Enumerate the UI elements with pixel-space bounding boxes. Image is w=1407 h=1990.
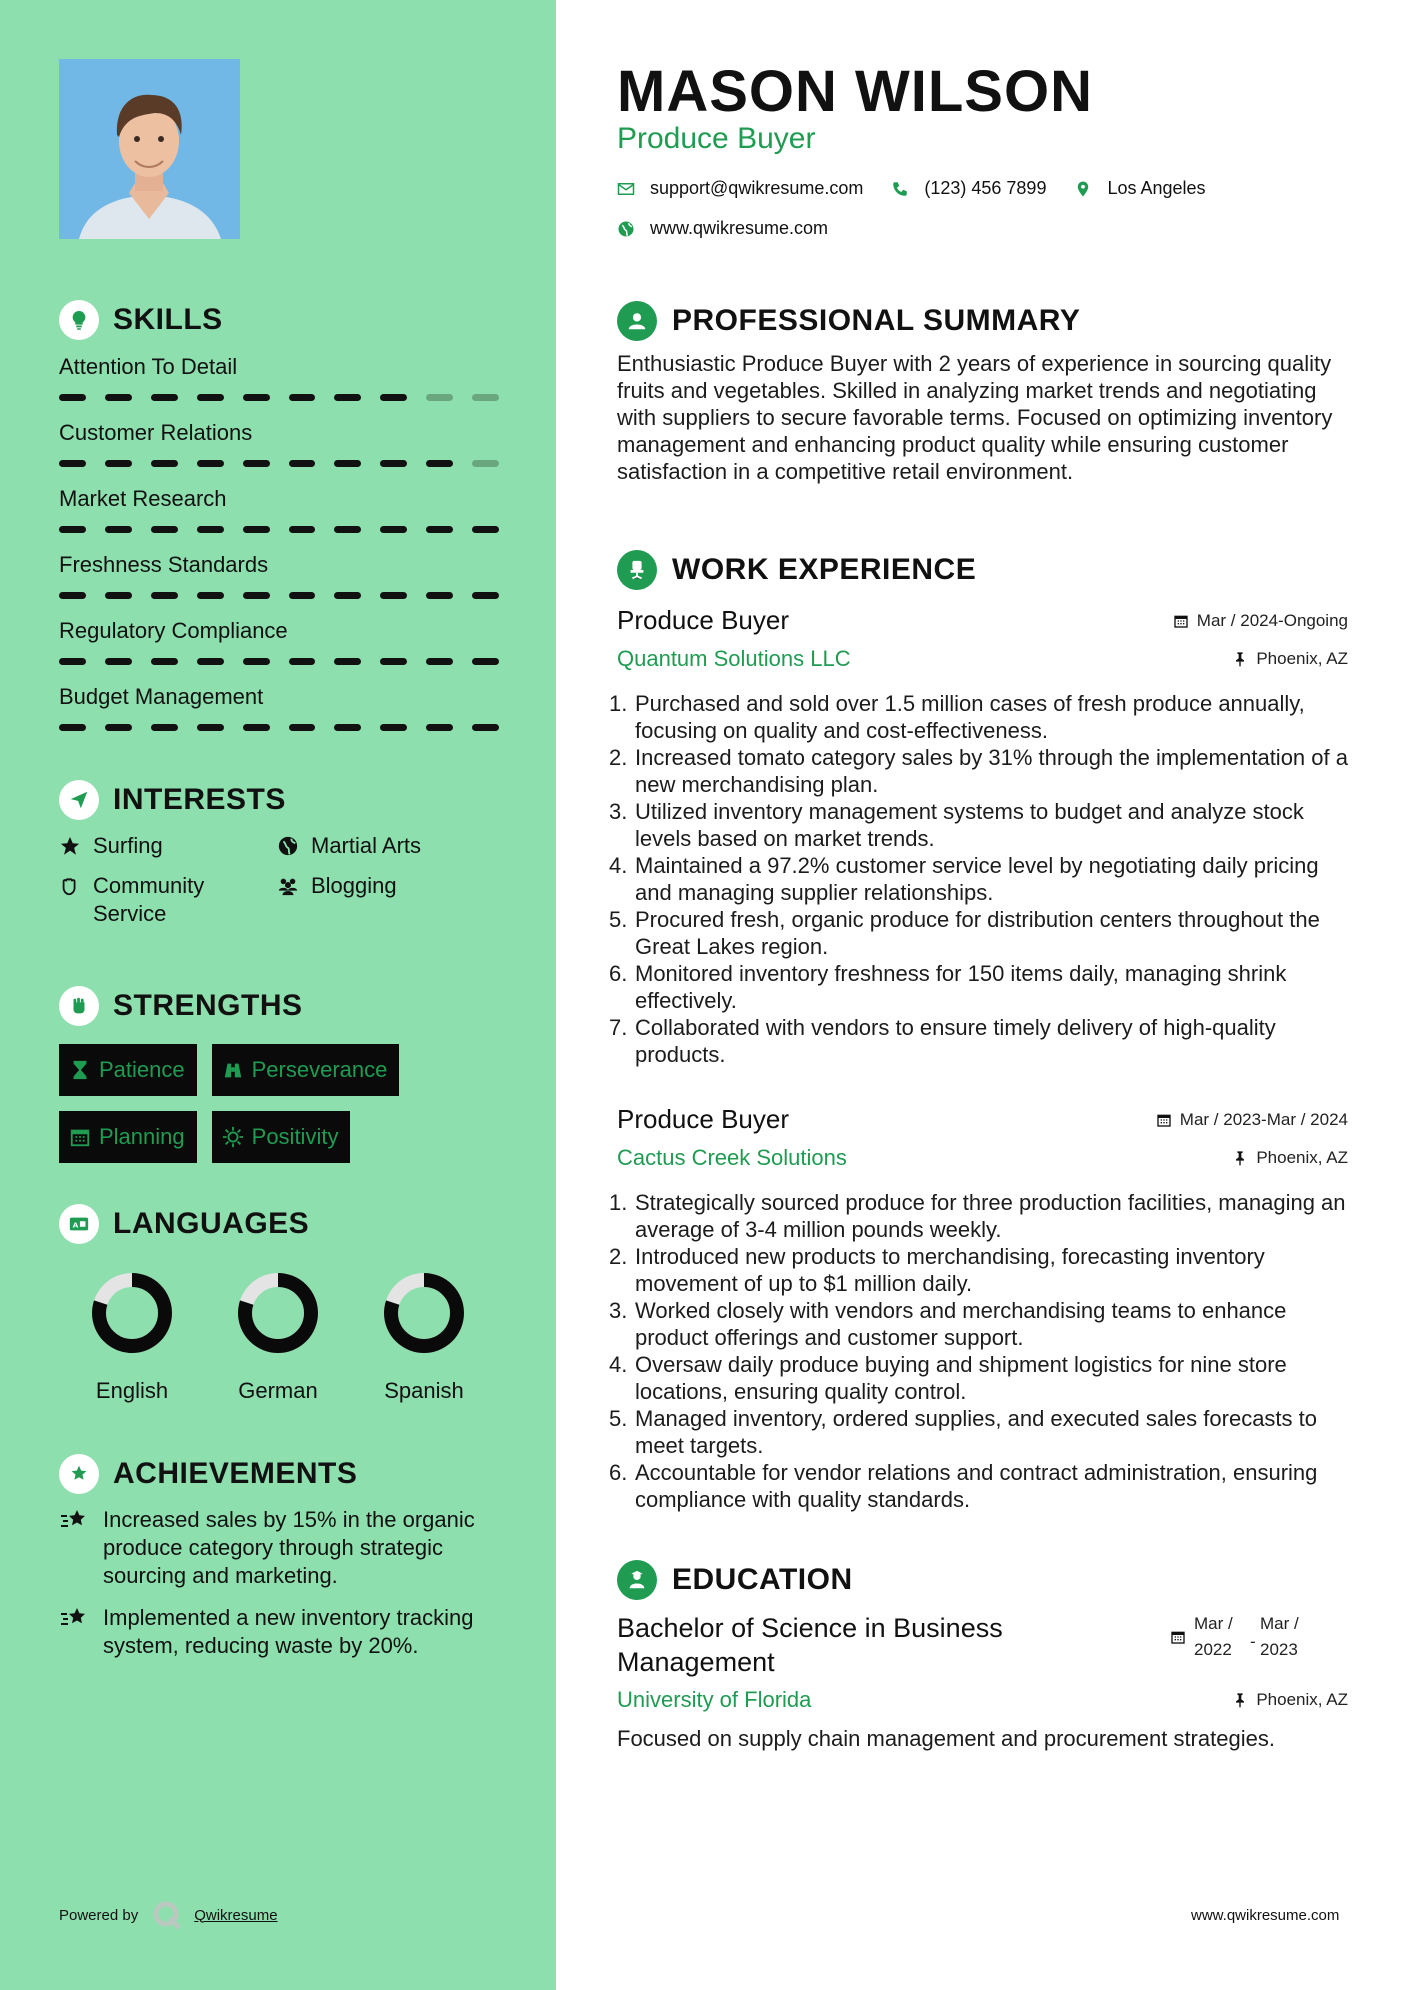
skill-level-dash — [59, 394, 86, 401]
skill-name: Regulatory Compliance — [59, 618, 288, 643]
skill-item — [59, 544, 499, 610]
interest-item — [59, 832, 277, 860]
skill-level-dash — [59, 460, 86, 467]
qwikresume-logo-icon — [152, 1900, 182, 1930]
skill-level-bar — [59, 592, 499, 599]
skill-level-dash — [472, 460, 499, 467]
strength-label: Perseverance — [251, 1057, 388, 1082]
job-bullet: 3. Worked closely with vendors and merchandising teams to enhance product offerings and customer support. — [609, 1298, 1287, 1350]
skill-level-dash — [334, 592, 361, 599]
school-name: University of Florida — [617, 1687, 812, 1712]
sun-icon — [222, 1126, 244, 1148]
job-title: Produce Buyer — [617, 605, 789, 635]
paper-plane-icon — [59, 780, 99, 820]
skill-level-dash — [59, 724, 86, 731]
summary-heading — [617, 300, 1348, 342]
skill-level-dash — [243, 460, 270, 467]
skills-heading — [59, 300, 499, 340]
globe-icon — [277, 832, 303, 860]
degree-title: Bachelor of Science in Business Management — [617, 1613, 1003, 1677]
lightbulb-icon — [59, 300, 99, 340]
skill-level-bar — [59, 724, 499, 731]
language-item — [205, 1270, 351, 1404]
interest-label: Community Service — [93, 873, 205, 926]
skill-level-dash — [380, 592, 407, 599]
profile-photo — [59, 59, 240, 239]
skill-level-dash — [105, 592, 132, 599]
skill-level-dash — [197, 658, 224, 665]
language-name: German — [238, 1378, 318, 1403]
language-item — [351, 1270, 497, 1404]
skill-level-dash — [380, 394, 407, 401]
skill-level-dash — [472, 724, 499, 731]
skill-level-dash — [59, 592, 86, 599]
interest-item — [59, 872, 277, 928]
pushpin-icon — [1232, 1692, 1248, 1708]
job-bullet: 2. Introduced new products to merchandising, forecasting inventory movement of up to $1 million daily. — [609, 1244, 1265, 1296]
skill-name: Budget Management — [59, 684, 264, 709]
skills-title: SKILLS — [113, 303, 223, 336]
skill-item — [59, 346, 499, 412]
skill-level-dash — [105, 394, 132, 401]
shooting-star-icon — [59, 1604, 93, 1660]
skill-level-dash — [334, 658, 361, 665]
skill-level-bar — [59, 460, 499, 467]
skill-level-dash — [334, 724, 361, 731]
achievement-item — [59, 1506, 499, 1590]
contact-website[interactable]: www.qwikresume.com — [650, 218, 829, 238]
skill-level-dash — [243, 526, 270, 533]
calendar-icon — [1170, 1629, 1186, 1645]
experience-title: WORK EXPERIENCE — [672, 553, 977, 586]
strength-tag — [59, 1044, 197, 1096]
skill-level-dash — [380, 724, 407, 731]
candidate-name: MASON WILSON — [617, 59, 1093, 124]
skill-level-dash — [289, 460, 316, 467]
job-bullet: 5. Procured fresh, organic produce for distribution centers throughout the Great Lakes region. — [609, 907, 1320, 959]
sidebar — [0, 0, 556, 1990]
language-name: English — [95, 1378, 169, 1403]
skill-level-dash — [334, 394, 361, 401]
skill-level-dash — [472, 658, 499, 665]
skill-level-dash — [151, 724, 178, 731]
pushpin-icon — [1232, 651, 1248, 667]
skill-level-bar — [59, 394, 499, 401]
skill-level-dash — [105, 658, 132, 665]
job-bullet: 6. Accountable for vendor relations and contract administration, ensuring compliance with quality standards. — [609, 1460, 1318, 1512]
location-pin-icon — [1074, 180, 1092, 198]
interest-label: Martial Arts — [311, 833, 422, 858]
company-name: Quantum Solutions LLC — [617, 646, 851, 671]
skill-level-dash — [289, 526, 316, 533]
users-icon — [277, 872, 303, 900]
skill-level-dash — [197, 460, 224, 467]
skill-level-dash — [334, 460, 361, 467]
education-location: Phoenix, AZ — [1232, 1690, 1348, 1710]
skill-level-dash — [426, 592, 453, 599]
languages-section — [59, 1204, 499, 1404]
experience-heading — [617, 549, 1348, 591]
hourglass-icon — [69, 1059, 91, 1081]
languages-title: LANGUAGES — [113, 1207, 310, 1240]
summary-section — [617, 300, 1348, 485]
job-bullet: 1. Strategically sourced produce for three production facilities, managing an average of 3-4 million pounds weekly. — [609, 1190, 1346, 1242]
calendar-icon — [1156, 1112, 1172, 1128]
company-name: Cactus Creek Solutions — [617, 1145, 847, 1170]
contact-email[interactable]: support@qwikresume.com — [650, 178, 864, 198]
strength-tag — [212, 1044, 400, 1096]
globe-icon — [617, 220, 635, 238]
strength-tag — [212, 1111, 351, 1163]
skill-level-dash — [380, 460, 407, 467]
skill-level-dash — [151, 592, 178, 599]
skill-item — [59, 676, 499, 742]
binoculars-icon — [222, 1059, 244, 1081]
skill-level-dash — [426, 394, 453, 401]
footer-url[interactable]: www.qwikresume.com — [1191, 1907, 1340, 1924]
skill-level-dash — [472, 394, 499, 401]
language-proficiency-donut — [235, 1270, 321, 1356]
strengths-title: STRENGTHS — [113, 989, 303, 1022]
skill-level-dash — [151, 526, 178, 533]
skill-level-dash — [426, 658, 453, 665]
interest-label: Blogging — [311, 873, 397, 898]
job-bullet: 1. Purchased and sold over 1.5 million cases of fresh produce annually, focusing on quality and cost-effectiveness. — [609, 691, 1305, 743]
strength-label: Patience — [99, 1057, 185, 1082]
summary-title: PROFESSIONAL SUMMARY — [672, 304, 1081, 337]
job-bullet: 4. Maintained a 97.2% customer service level by negotiating daily pricing and managing supplier relationships. — [609, 853, 1319, 905]
skill-item — [59, 478, 499, 544]
achievements-section — [59, 1454, 499, 1660]
education-section — [617, 1559, 1348, 1752]
contact-phone[interactable]: (123) 456 7899 — [924, 178, 1047, 198]
envelope-icon — [617, 180, 635, 198]
job-location: Phoenix, AZ — [1232, 1148, 1348, 1168]
fist-icon — [59, 986, 99, 1026]
job-location: Phoenix, AZ — [1232, 649, 1348, 669]
job-dates: Mar / 2024-Ongoing — [1173, 611, 1348, 631]
skill-level-dash — [59, 526, 86, 533]
education-dates: Mar / 2022 - Mar / 2023 — [1170, 1611, 1316, 1663]
candidate-title: Produce Buyer — [617, 122, 816, 155]
strength-label: Planning — [99, 1124, 185, 1149]
skills-section — [59, 300, 499, 742]
skill-level-dash — [380, 658, 407, 665]
job-bullets — [609, 690, 1348, 1068]
interests-title: INTERESTS — [113, 783, 286, 816]
powered-by — [59, 1900, 278, 1930]
skill-name: Attention To Detail — [59, 354, 238, 379]
language-proficiency-donut — [89, 1270, 175, 1356]
skill-level-dash — [151, 460, 178, 467]
language-proficiency-donut — [381, 1270, 467, 1356]
achievement-text: Implemented a new inventory tracking system, reducing waste by 20%. — [103, 1605, 474, 1658]
skill-level-dash — [243, 394, 270, 401]
skill-item — [59, 412, 499, 478]
strengths-section — [59, 986, 499, 1178]
job-title: Produce Buyer — [617, 1104, 789, 1134]
languages-heading — [59, 1204, 499, 1244]
strengths-heading — [59, 986, 499, 1026]
language-icon — [59, 1204, 99, 1244]
hand-icon — [59, 872, 85, 900]
star-icon — [59, 832, 85, 860]
svg-text:A: A — [72, 1220, 79, 1230]
skill-level-dash — [426, 526, 453, 533]
skill-name: Market Research — [59, 486, 227, 511]
skill-level-dash — [151, 394, 178, 401]
skill-level-dash — [105, 460, 132, 467]
interest-item — [277, 832, 499, 860]
skill-level-dash — [59, 658, 86, 665]
skill-level-dash — [380, 526, 407, 533]
skill-name: Customer Relations — [59, 420, 253, 445]
achievements-title: ACHIEVEMENTS — [113, 1457, 358, 1490]
user-icon — [617, 301, 657, 341]
skill-level-dash — [289, 724, 316, 731]
interests-heading — [59, 780, 499, 820]
contact-row — [617, 178, 1234, 199]
office-chair-icon — [617, 550, 657, 590]
calendar-icon — [1173, 613, 1189, 629]
trophy-star-icon — [59, 1454, 99, 1494]
language-item — [59, 1270, 205, 1404]
skill-level-dash — [105, 724, 132, 731]
education-description: Focused on supply chain management and procurement strategies. — [617, 1726, 1275, 1751]
job-bullets — [609, 1189, 1348, 1513]
skill-level-dash — [334, 526, 361, 533]
skill-level-dash — [289, 658, 316, 665]
education-heading — [617, 1559, 1348, 1601]
interests-section — [59, 780, 499, 928]
job-bullet: 7. Collaborated with vendors to ensure timely delivery of high-quality products. — [609, 1015, 1276, 1067]
summary-text: Enthusiastic Produce Buyer with 2 years of experience in sourcing quality fruits and vegetables. Skilled in analyzing market trends and negotiating with suppliers to secure favorable terms. Focused on optimizing inventory management and enhancing product quality while ensuring customer satisfaction in a competitive retail environment. — [617, 351, 1333, 484]
contact-row-2 — [617, 218, 856, 239]
job-bullet: 6. Monitored inventory freshness for 150 items daily, managing shrink effectively. — [609, 961, 1287, 1013]
skill-level-dash — [243, 724, 270, 731]
job-bullet: 3. Utilized inventory management systems to budget and analyze stock levels based on market trends. — [609, 799, 1304, 851]
skill-level-dash — [426, 460, 453, 467]
powered-by-label: Powered by — [59, 1906, 139, 1924]
skill-level-dash — [105, 526, 132, 533]
pushpin-icon — [1232, 1150, 1248, 1166]
skill-level-dash — [197, 724, 224, 731]
language-name: Spanish — [384, 1378, 464, 1403]
skill-level-dash — [289, 394, 316, 401]
achievement-item — [59, 1604, 499, 1660]
job-bullet: 5. Managed inventory, ordered supplies, and executed sales forecasts to meet targets. — [609, 1406, 1317, 1458]
skill-level-dash — [197, 526, 224, 533]
graduation-icon — [617, 1560, 657, 1600]
education-title: EDUCATION — [672, 1563, 853, 1596]
skill-level-dash — [151, 658, 178, 665]
interest-item — [277, 872, 499, 928]
skill-item — [59, 610, 499, 676]
job-entry — [609, 605, 1348, 1068]
skill-level-dash — [472, 592, 499, 599]
skill-level-bar — [59, 526, 499, 533]
skill-level-dash — [197, 394, 224, 401]
calendar-icon — [69, 1126, 91, 1148]
phone-icon — [891, 180, 909, 198]
skill-level-dash — [243, 658, 270, 665]
skill-level-dash — [289, 592, 316, 599]
skill-level-dash — [197, 592, 224, 599]
strength-label: Positivity — [251, 1124, 339, 1149]
skill-level-dash — [426, 724, 453, 731]
job-bullet: 2. Increased tomato category sales by 31% through the implementation of a new merchandising plan. — [609, 745, 1348, 797]
achievement-text: Increased sales by 15% in the organic produce category through strategic sourcing and marketing. — [103, 1507, 475, 1588]
strength-tag — [59, 1111, 197, 1163]
job-dates: Mar / 2023-Mar / 2024 — [1156, 1110, 1348, 1130]
skill-name: Freshness Standards — [59, 552, 269, 577]
achievements-heading — [59, 1454, 499, 1494]
job-entry — [609, 1104, 1348, 1513]
interest-label: Surfing — [93, 833, 163, 858]
skill-level-bar — [59, 658, 499, 665]
experience-section — [609, 549, 1348, 1513]
qwikresume-link[interactable]: Qwikresume — [194, 1906, 278, 1924]
contact-location: Los Angeles — [1107, 178, 1206, 198]
skill-level-dash — [243, 592, 270, 599]
shooting-star-icon — [59, 1506, 93, 1590]
skill-level-dash — [472, 526, 499, 533]
job-bullet: 4. Oversaw daily produce buying and shipment logistics for nine store locations, ensuring quality control. — [609, 1352, 1287, 1404]
